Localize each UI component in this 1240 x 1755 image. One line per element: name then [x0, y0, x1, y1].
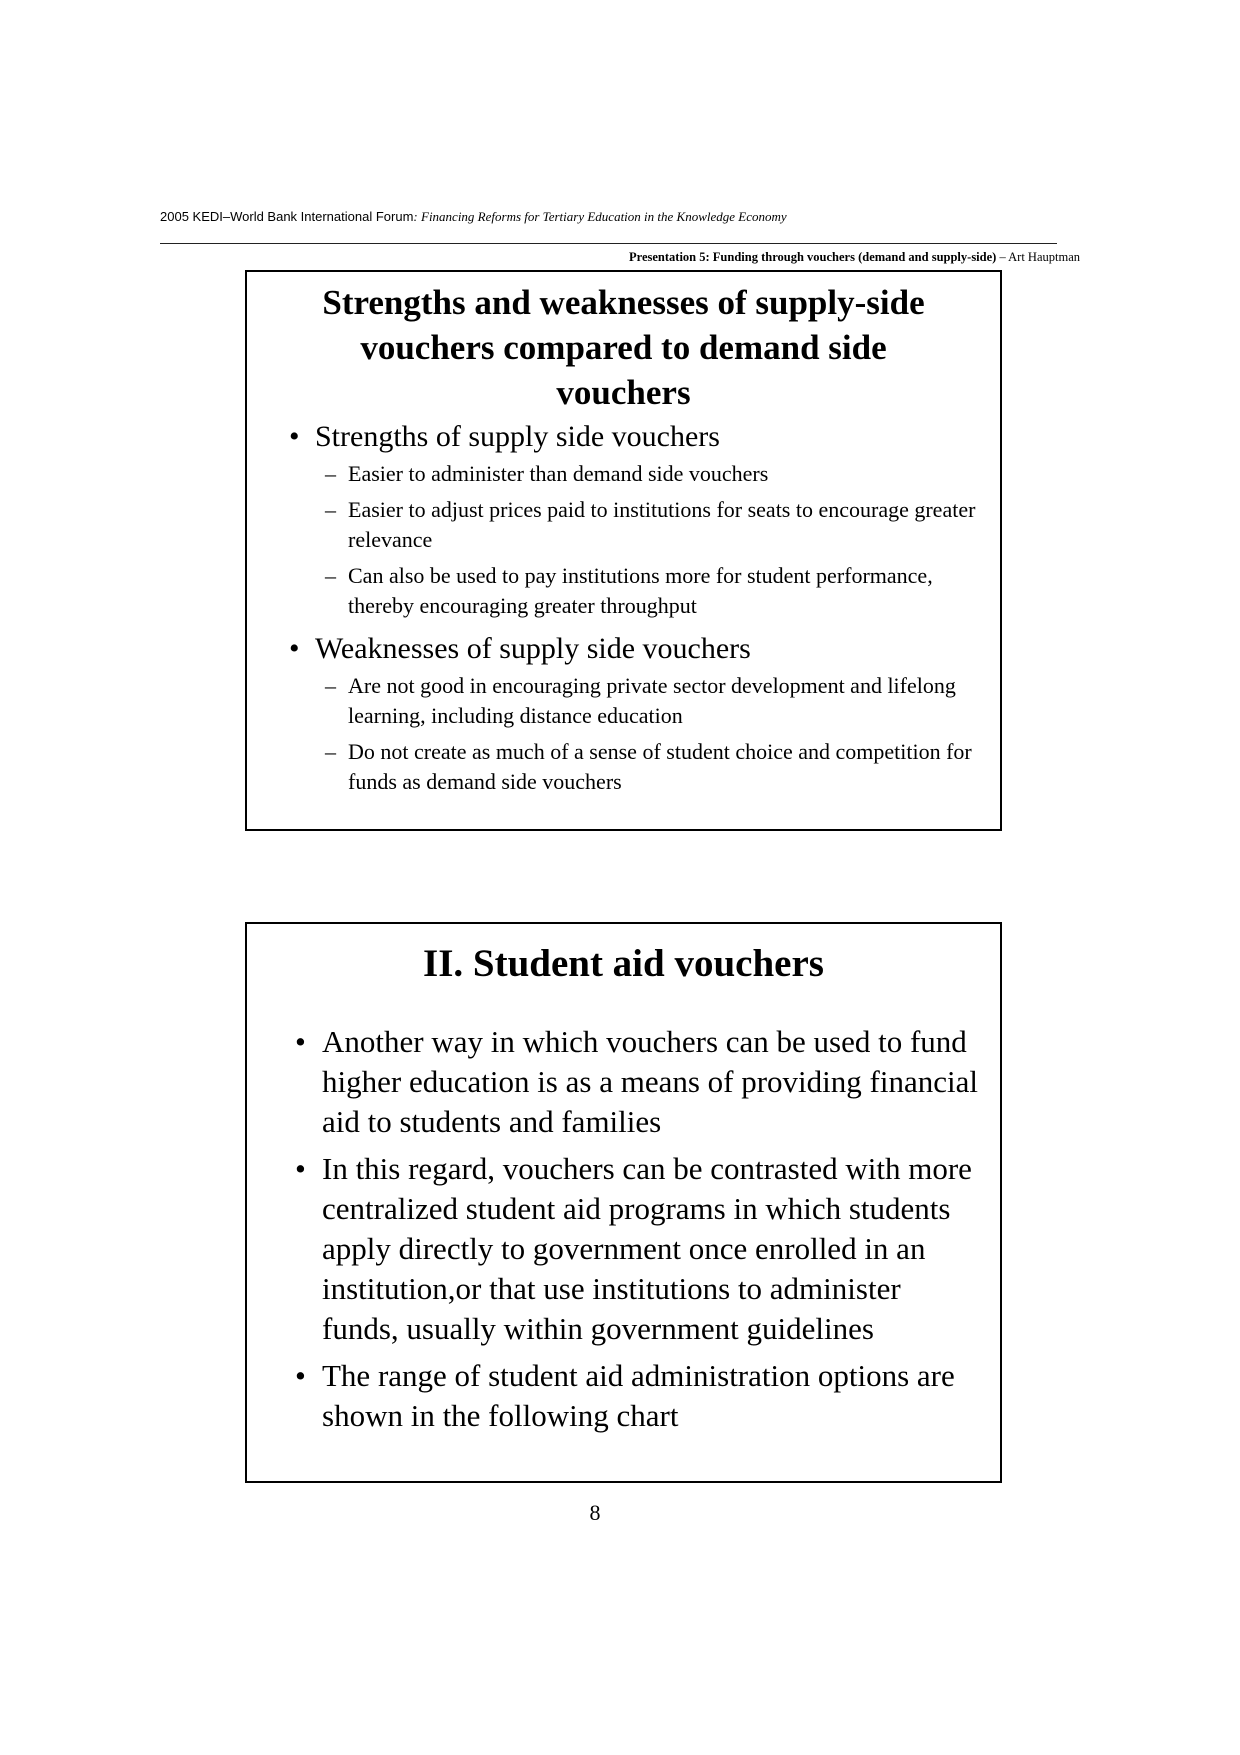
sub-list-item [325, 561, 1000, 621]
bullet-icon: • [295, 1151, 306, 1186]
sub-list-item [325, 459, 1000, 489]
sub-bullet-text: Are not good in encouraging private sector development and lifelong learning, including distance education [348, 673, 956, 728]
slide-title: Strengths and weaknesses of supply-side vouchers compared to demand side vouchers [322, 283, 925, 412]
forum-name: 2005 KEDI–World Bank International Forum [160, 209, 414, 224]
sub-bullet-text: Easier to administer than demand side vouchers [348, 461, 769, 486]
dash-icon: – [325, 563, 336, 588]
presentation-line [629, 250, 1080, 265]
sub-bullet-text: Can also be used to pay institutions more for student performance, thereby encouraging greater throughput [348, 563, 933, 618]
bullet-text: Strengths of supply side vouchers [315, 420, 720, 453]
sub-bullet-list [315, 459, 1000, 621]
bullet-icon: • [295, 1024, 306, 1059]
running-header [160, 209, 787, 225]
forum-separator: : [413, 209, 421, 224]
forum-subtitle: Financing Reforms for Tertiary Education in the Knowledge Economy [421, 209, 787, 224]
sub-list-item [325, 737, 1000, 797]
sub-list-item [325, 671, 1000, 731]
author-separator: – [996, 250, 1009, 264]
bullet-text: Weaknesses of supply side vouchers [315, 632, 751, 665]
list-item [289, 629, 1000, 797]
list-item [295, 1356, 980, 1436]
list-item [289, 417, 1000, 621]
bullet-list [247, 1022, 1000, 1436]
page-number: 8 [589, 1500, 601, 1525]
dash-icon: – [325, 673, 336, 698]
sub-bullet-list [315, 671, 1000, 797]
bullet-icon: • [289, 420, 300, 453]
list-item [295, 1149, 980, 1349]
bullet-text: Another way in which vouchers can be used to fund higher education is as a means of providing financial aid to students and families [322, 1024, 978, 1139]
list-item [295, 1022, 980, 1142]
sub-list-item [325, 495, 1000, 555]
bullet-text: In this regard, vouchers can be contrasted with more centralized student aid programs in which students apply directly to government once enrolled in an institution,or that use institutions to administer funds, usually within government guidelines [322, 1151, 972, 1346]
header-rule [160, 243, 1057, 244]
presentation-title: Presentation 5: Funding through vouchers (demand and supply-side) [629, 250, 997, 264]
bullet-text: The range of student aid administration options are shown in the following chart [322, 1358, 955, 1433]
sub-bullet-text: Do not create as much of a sense of student choice and competition for funds as demand side vouchers [348, 739, 972, 794]
bullet-icon: • [289, 632, 300, 665]
dash-icon: – [325, 739, 336, 764]
bullet-list [247, 417, 1000, 797]
slide-title: II. Student aid vouchers [423, 942, 824, 985]
bullet-icon: • [295, 1358, 306, 1393]
slide-student-aid-vouchers [245, 922, 1002, 1483]
presentation-author: Art Hauptman [1008, 250, 1080, 264]
slide-supply-side-vouchers [245, 270, 1002, 831]
dash-icon: – [325, 461, 336, 486]
dash-icon: – [325, 497, 336, 522]
sub-bullet-text: Easier to adjust prices paid to institutions for seats to encourage greater relevance [348, 497, 976, 552]
